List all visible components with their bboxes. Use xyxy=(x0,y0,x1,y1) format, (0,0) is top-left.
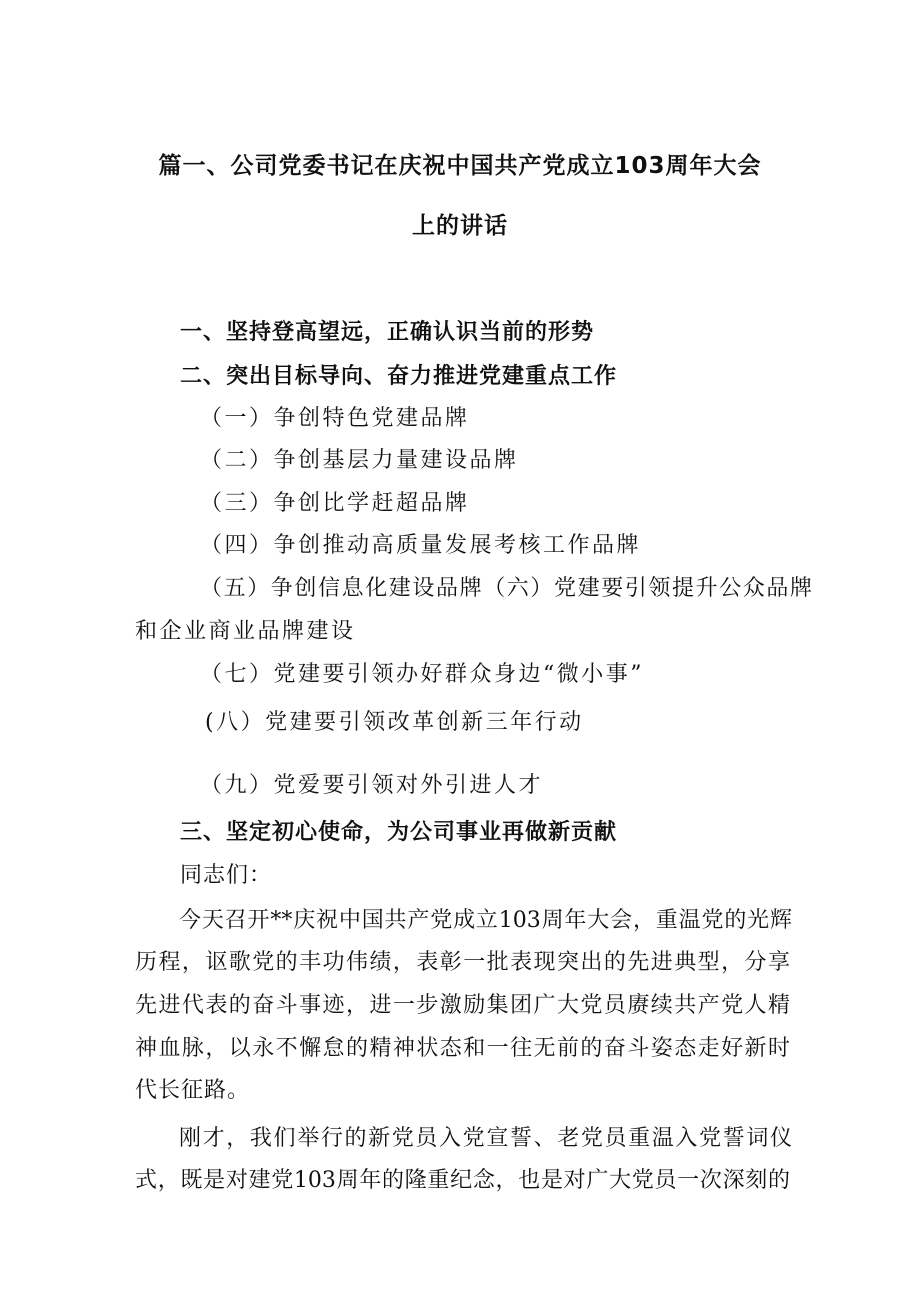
section-heading-2: 二、突出目标导向、奋力推进党建重点工作 xyxy=(180,364,618,389)
subsection-9: （九）党爱要引领对外引进人才 xyxy=(200,773,544,798)
subsection-1: （一）争创特色党建品牌 xyxy=(200,406,470,431)
paragraph-2-line-1: 刚才，我们举行的新党员入党宣誓、老党员重温入党誓词仪 xyxy=(179,1126,792,1151)
subsection-5-line-1: （五）争创信息化建设品牌（六）党建要引领提升公众品牌 xyxy=(200,576,814,601)
document-title-line-2: 上的讲话 xyxy=(412,213,508,239)
subsection-2: （二）争创基层力量建设品牌 xyxy=(200,448,519,473)
paragraph-2-line-2: 式，既是对建党103周年的隆重纪念，也是对广大党员一次深刻的 xyxy=(135,1168,790,1193)
paragraph-1-line-4: 神血脉，以永不懈怠的精神状态和一往无前的奋斗姿态走好新时 xyxy=(135,1036,790,1061)
subsection-8: (八）党建要引领改革创新三年行动 xyxy=(205,710,584,735)
subsection-5-line-2: 和企业商业品牌建设 xyxy=(135,619,356,644)
paragraph-1-line-5: 代长征路。 xyxy=(135,1078,251,1103)
paragraph-1-line-2: 历程，讴歌党的丰功伟绩，表彰一批表现突出的先进典型，分享 xyxy=(135,950,790,975)
subsection-7: （七）党建要引领办好群众身边“微小事” xyxy=(200,662,644,687)
section-heading-3: 三、坚定初心使命，为公司事业再做新贡献 xyxy=(180,820,618,845)
section-heading-1: 一、坚持登高望远，正确认识当前的形势 xyxy=(180,320,595,345)
subsection-4: （四）争创推动高质量发展考核工作品牌 xyxy=(200,533,642,558)
document-title-line-1: 篇一、公司党委书记在庆祝中国共产党成立103周年大会 xyxy=(158,153,762,179)
salutation: 同志们： xyxy=(180,863,273,888)
paragraph-1-line-3: 先进代表的奋斗事迹，进一步激励集团广大党员赓续共产党人精 xyxy=(135,993,790,1018)
subsection-3: （三）争创比学赶超品牌 xyxy=(200,491,470,516)
paragraph-1-line-1: 今天召开**庆祝中国共产党成立103周年大会，重温党的光辉 xyxy=(179,908,792,933)
